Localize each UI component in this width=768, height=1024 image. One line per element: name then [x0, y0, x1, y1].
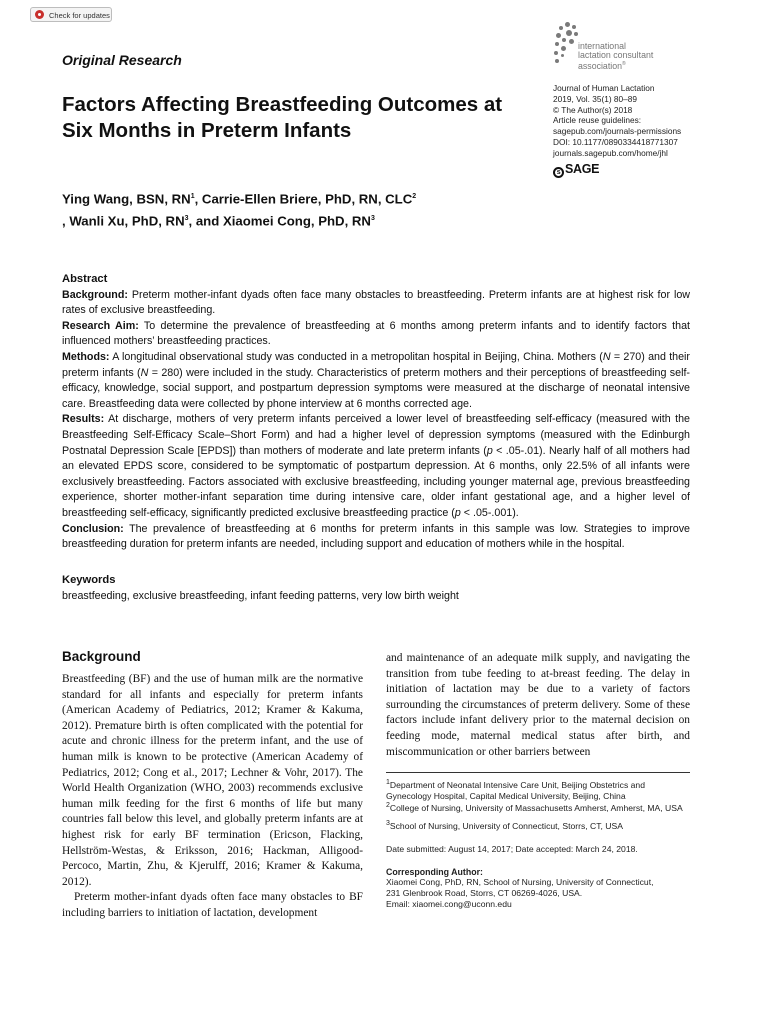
abstract-results-label: Results: — [62, 413, 105, 426]
affiliation-2-text: College of Nursing, University of Massachusetts Amherst, Amherst, MA, USA — [389, 803, 683, 814]
body-paragraph: and maintenance of an adequate milk supply, and navigating the transition from tube feeding to at-breast feeding. The delay in initiation of lactation may be due to a variety of factors surrounding the circumstances of preterm delivery. Some of these factors include infant delivery prior to the maternal decision on feeding mode, maternal medical status after birth, and miscommunication or other barriers between — [386, 652, 690, 758]
keywords-text: breastfeeding, exclusive breastfeeding, infant feeding patterns, very low birth weight — [62, 589, 459, 602]
corresponding-author-line: Xiaomei Cong, PhD, RN, School of Nursing, University of Connecticut, — [386, 877, 654, 888]
abstract-methods — [62, 350, 690, 412]
logo-line-1: international — [578, 41, 626, 51]
abstract-methods-text-2: = 270) and their preterm infants ( — [62, 350, 690, 379]
journal-homepage-link[interactable]: journals.sagepub.com/home/jhl — [553, 147, 668, 158]
abstract-heading: Abstract — [62, 273, 108, 285]
affiliation-3-number: 3 — [386, 820, 390, 828]
abstract-methods-text-3: = 280) were included in the study. Characteristics of preterm mothers and their perceptions of breastfeeding self-efficacy, knowledge, social support, and postpartum depression symptoms were measured at the discharge of neonatal intensive care. Breastfeeding data were collected by phone interview at 6 months corrected age. — [62, 366, 690, 410]
author-1-affiliation: 1 — [190, 193, 195, 200]
sage-ring-icon: s — [553, 167, 564, 178]
journal-info — [553, 83, 743, 159]
journal-volume: 2019, Vol. 35(1) 80–89 — [553, 93, 637, 104]
abstract-background — [62, 288, 690, 319]
logo-line-2: lactation consultant — [578, 50, 654, 60]
body-column-left — [62, 672, 363, 922]
submission-dates: Date submitted: August 14, 2017; Date accepted: March 24, 2018. — [386, 843, 638, 854]
footnotes — [386, 778, 690, 910]
logo-line-3: association — [578, 60, 623, 71]
author-3-affiliation: 3 — [184, 215, 189, 223]
corresponding-author-heading: Corresponding Author: — [386, 866, 483, 877]
journal-reuse-label: Article reuse guidelines: — [553, 115, 642, 126]
abstract-background-label: Background: — [62, 288, 128, 301]
abstract-background-text: Preterm mother-infant dyads often face many obstacles to breastfeeding. Preterm infants are at highest risk for low rates of exclusive breastfeeding. — [62, 288, 690, 317]
author-4-affiliation: 3 — [370, 215, 375, 223]
affiliation-3 — [386, 819, 690, 832]
abstract-aim-label: Research Aim: — [62, 319, 139, 332]
abstract-results — [62, 412, 690, 521]
abstract-results-p-1: p — [486, 444, 493, 457]
logo-registered-mark: ® — [622, 61, 626, 67]
footnote-divider — [386, 772, 690, 773]
affiliation-2-number: 2 — [386, 802, 390, 810]
check-for-updates-badge[interactable] — [30, 7, 112, 22]
abstract-conclusion-text: The prevalence of breastfeeding at 6 months for preterm infants in this sample was low. Strategies to improve breastfeeding duration for preterm infants are needed, including support and education of mothers while in the hospital. — [62, 522, 690, 551]
body-column-right — [386, 651, 690, 760]
body-paragraph: Breastfeeding (BF) and the use of human milk are the normative standard for all infants and especially for preterm infants (American Academy of Pediatrics, 2012; Kramer & Kakuma, 2012). Premature birth is often complicated with the potential for acute and chronic illness for the preterm infant, and the use of human milk is known to be protective (American Academy of Pediatrics, 2012; Cong et al., 2017; Lechner & Vohr, 2017). The World Health Organization (WHO, 2003) recommends exclusive human milk feeding for the first 6 months of life but many countries fall below this level, and globally preterm infants are at highest risk for early BF termination (Ericson, Flacking, Hellström-Westas, & Eriksson, 2016; Hackman, Alligood-Percoco, Martin, Zhu, & Kjerulff, 2016; Kramer & Kakuma, 2012). — [62, 673, 363, 888]
affiliation-1-text: Department of Neonatal Intensive Care Unit, Beijing Obstetrics and Gynecology Hospital, Capital Medical University, Beijing, China — [386, 779, 645, 801]
affiliation-3-text: School of Nursing, University of Connecticut, Storrs, CT, USA — [389, 820, 623, 831]
affiliation-1 — [386, 778, 690, 801]
article-type-label: Original Research — [62, 52, 182, 68]
publisher-logo — [553, 162, 599, 178]
ilca-logo — [553, 20, 713, 70]
ilca-logo-dots-icon — [553, 20, 579, 70]
abstract-methods-text-1: A longitudinal observational study was conducted in a metropolitan hospital in Beijing, China. Mothers ( — [109, 350, 603, 363]
check-updates-label: Check for updates — [49, 11, 110, 20]
affiliation-2 — [386, 801, 690, 814]
abstract-methods-n-1: N — [602, 350, 611, 363]
abstract-aim — [62, 319, 690, 350]
body-paragraph: Preterm mother-infant dyads often face many obstacles to BF including barriers to initiation of lactation, development — [62, 891, 363, 919]
corresponding-author-address: 231 Glenbrook Road, Storrs, CT 06269-4026, USA. — [386, 888, 583, 899]
keywords-section — [62, 573, 690, 604]
journal-permissions-link[interactable]: sagepub.com/journals-permissions — [553, 126, 682, 137]
abstract-results-text-2: < .05-.01). Nearly half of all mothers had an elevated EPDS score, considered to be symptomatic of postpartum depression. At 6 months, only 22.5% of all infants were exclusively breastfeeding. Factors associated with exclusive breastfeeding, including younger maternal age, previous breastfeeding experience, shorter mother-infant separation time during intensive care, older infant gestational age, and a higher level of breastfeeding self-efficacy, significantly predicted exclusive breastfeeding practice ( — [62, 444, 690, 519]
abstract-results-p-2: p — [454, 506, 461, 519]
ilca-logo-text — [578, 42, 653, 71]
journal-doi[interactable]: DOI: 10.1177/0890334418771307 — [553, 136, 678, 147]
author-2: , Carrie-Ellen Briere, PhD, RN, CLC — [194, 191, 413, 207]
author-3: , Wanli Xu, PhD, RN — [62, 213, 185, 229]
corresponding-author-email[interactable]: Email: xiaomei.cong@uconn.edu — [386, 898, 512, 909]
abstract-results-text-1: At discharge, mothers of very preterm infants perceived a lower level of breastfeeding self-efficacy (measured with the Breastfeeding Self-Efficacy Scale–Short Form) and had a higher level of depression symptoms (measured with the Edinburgh Postnatal Depression Scale [EPDS]) than mothers of moderate and late preterm infants ( — [62, 413, 690, 457]
affiliation-1-number: 1 — [386, 779, 390, 786]
abstract-conclusion — [62, 522, 690, 553]
abstract-aim-text: To determine the prevalence of breastfeeding at 6 months among preterm infants and to identify factors that influenced mothers’ breastfeeding practices. — [62, 319, 690, 348]
abstract-methods-label: Methods: — [62, 350, 110, 363]
publisher-name: SAGE — [565, 162, 600, 176]
author-list — [62, 187, 522, 232]
author-4: , and Xiaomei Cong, PhD, RN — [188, 213, 371, 229]
article-title: Factors Affecting Breastfeeding Outcomes at Six Months in Preterm Infants — [62, 93, 503, 142]
abstract-conclusion-label: Conclusion: — [62, 522, 124, 535]
abstract-section — [62, 272, 690, 553]
journal-name: Journal of Human Lactation — [553, 83, 655, 93]
background-heading: Background — [62, 649, 141, 664]
abstract-methods-n-2: N — [140, 366, 149, 379]
check-updates-icon — [35, 10, 44, 19]
author-1: Ying Wang, BSN, RN — [62, 191, 191, 207]
journal-copyright: © The Author(s) 2018 — [553, 104, 633, 115]
keywords-heading: Keywords — [62, 574, 116, 586]
abstract-results-text-3: < .05-.001). — [460, 506, 519, 519]
author-2-affiliation: 2 — [412, 193, 417, 200]
